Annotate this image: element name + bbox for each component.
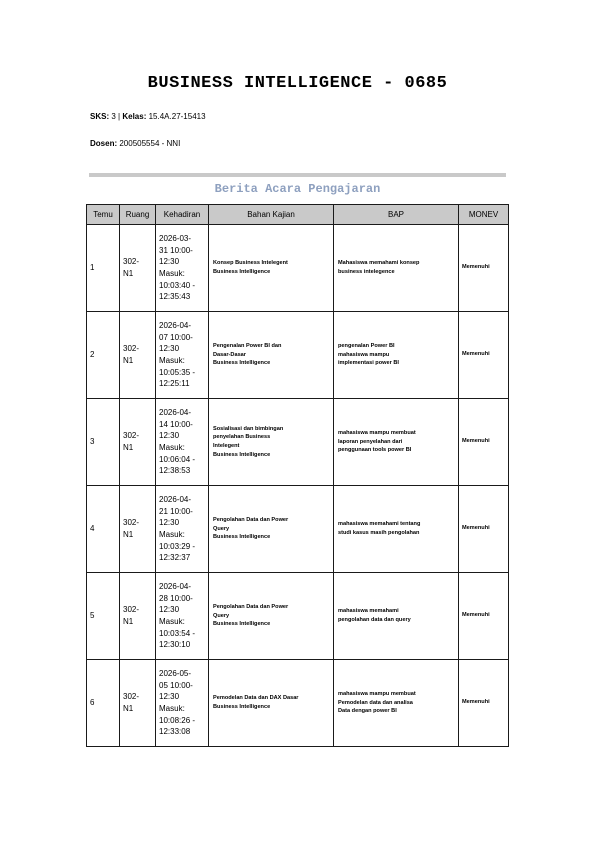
- cell-monev: Memenuhi: [459, 312, 509, 399]
- dosen-label: Dosen:: [90, 139, 118, 148]
- table-row: [87, 225, 509, 312]
- cell-bap: Mahasiswa memahami konsep business intelegence: [334, 225, 459, 312]
- header-kehadiran: Kehadiran: [156, 205, 209, 225]
- cell-bahan-kajian: Sosialisasi dan bimbingan penyelahan Business Intelegent Business Intelligence: [209, 399, 334, 486]
- cell-bap: mahasiswa memahami tentang studi kasus masih pengolahan: [334, 486, 459, 573]
- cell-kehadiran: 2026-04- 21 10:00- 12:30 Masuk: 10:03:29 - 12:32:37: [156, 486, 209, 573]
- cell-bahan-kajian: Konsep Business Intelegent Business Intelligence: [209, 225, 334, 312]
- course-info: [90, 112, 206, 121]
- cell-ruang: 302- N1: [120, 312, 156, 399]
- sks-value: 3: [111, 112, 116, 121]
- table-row: [87, 486, 509, 573]
- cell-temu: 5: [87, 573, 120, 660]
- cell-bap: mahasiswa mampu membuat laporan penyelahan dari penggunaan tools power BI: [334, 399, 459, 486]
- cell-monev: Memenuhi: [459, 573, 509, 660]
- sks-label: SKS:: [90, 112, 110, 121]
- header-monev: MONEV: [459, 205, 509, 225]
- kelas-label: Kelas:: [122, 112, 147, 121]
- cell-ruang: 302- N1: [120, 225, 156, 312]
- separator: |: [118, 112, 121, 121]
- cell-bahan-kajian: Pengolahan Data dan Power Query Business Intelligence: [209, 486, 334, 573]
- kelas-value: 15.4A.27-15413: [148, 112, 206, 121]
- cell-ruang: 302- N1: [120, 486, 156, 573]
- cell-monev: Memenuhi: [459, 486, 509, 573]
- table-header-row: [87, 205, 509, 225]
- cell-bap: mahasiswa mampu membuat Pemodelan data dan analisa Data dengan power BI: [334, 660, 459, 747]
- cell-bahan-kajian: Pengolahan Data dan Power Query Business Intelligence: [209, 573, 334, 660]
- cell-kehadiran: 2026-04- 28 10:00- 12:30 Masuk: 10:03:54 - 12:30:10: [156, 573, 209, 660]
- dosen-value: 200505554 - NNI: [119, 139, 181, 148]
- cell-temu: 1: [87, 225, 120, 312]
- cell-temu: 6: [87, 660, 120, 747]
- table-row: [87, 573, 509, 660]
- table-row: [87, 399, 509, 486]
- table-row: [87, 312, 509, 399]
- header-bahan-kajian: Bahan Kajian: [209, 205, 334, 225]
- cell-monev: Memenuhi: [459, 660, 509, 747]
- header-bap: BAP: [334, 205, 459, 225]
- cell-temu: 2: [87, 312, 120, 399]
- header-ruang: Ruang: [120, 205, 156, 225]
- cell-kehadiran: 2026-04- 14 10:00- 12:30 Masuk: 10:06:04 - 12:38:53: [156, 399, 209, 486]
- cell-kehadiran: 2026-03- 31 10:00- 12:30 Masuk: 10:03:40 - 12:35:43: [156, 225, 209, 312]
- lecturer-info: [90, 139, 180, 148]
- cell-ruang: 302- N1: [120, 660, 156, 747]
- cell-temu: 3: [87, 399, 120, 486]
- cell-bap: mahasiswa memahami pengolahan data dan query: [334, 573, 459, 660]
- header-temu: Temu: [87, 205, 120, 225]
- attendance-table: [86, 204, 509, 747]
- cell-bap: pengenalan Power BI mahasiswa mampu implementasi power BI: [334, 312, 459, 399]
- page-title: BUSINESS INTELLIGENCE - 0685: [147, 74, 448, 93]
- cell-bahan-kajian: Pengenalan Power BI dan Dasar-Dasar Business Intelligence: [209, 312, 334, 399]
- cell-monev: Memenuhi: [459, 225, 509, 312]
- cell-monev: Memenuhi: [459, 399, 509, 486]
- cell-kehadiran: 2026-05- 05 10:00- 12:30 Masuk: 10:08:26 - 12:33:08: [156, 660, 209, 747]
- cell-ruang: 302- N1: [120, 399, 156, 486]
- table-row: [87, 660, 509, 747]
- cell-ruang: 302- N1: [120, 573, 156, 660]
- section-divider: [89, 173, 506, 177]
- cell-temu: 4: [87, 486, 120, 573]
- cell-bahan-kajian: Pemodelan Data dan DAX Dasar Business Intelligence: [209, 660, 334, 747]
- section-title: Berita Acara Pengajaran: [214, 182, 381, 196]
- cell-kehadiran: 2026-04- 07 10:00- 12:30 Masuk: 10:05:35 - 12:25:11: [156, 312, 209, 399]
